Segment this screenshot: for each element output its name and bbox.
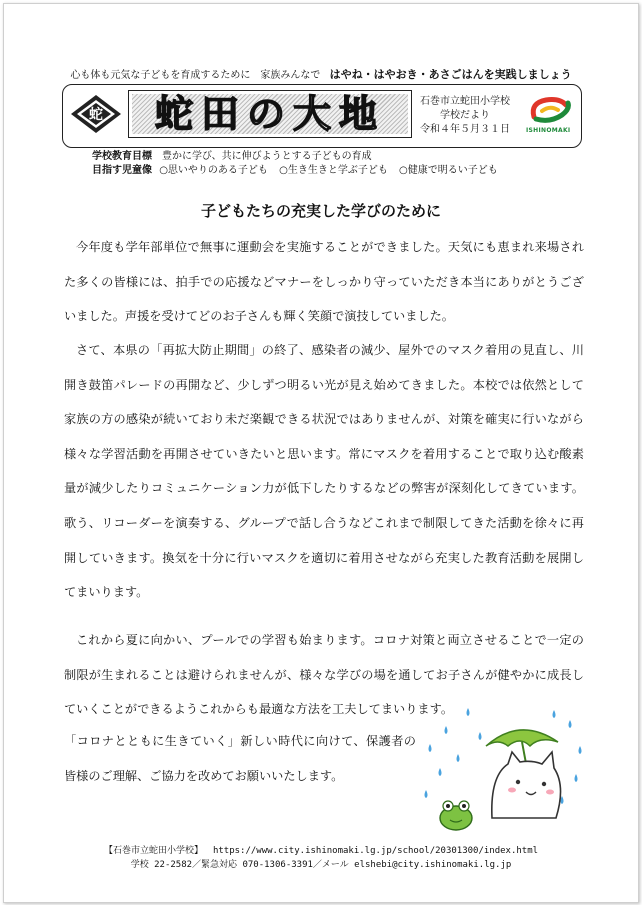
aim-item: ○健康で明るい子ども — [399, 165, 498, 176]
footer-url[interactable]: https://www.city.ishinomaki.lg.jp/school/20301300/index.html — [212, 846, 539, 856]
school-goal — [92, 147, 372, 162]
school-name: 石巻市立蛇田小学校 — [420, 96, 510, 107]
cat-frog-rain-illustration-icon — [420, 706, 588, 836]
emblem-character: 蛇 — [89, 107, 103, 123]
school-emblem-icon — [70, 94, 122, 134]
article-paragraph: 今年度も学年部単位で無事に運動会を実施することができました。天気にも恵まれ来場された多くの皆様には、拍手での応援などマナーをしっかり守っていただき本当にありがとうございました。声援を受けてどのお子さんも輝く笑顔で演技していました。 — [64, 240, 584, 324]
article-paragraph: これから夏に向かい、プールでの学習も始まります。コロナ対策と両立させることで一定の制限が生まれることは避けられませんが、様々な学びの場を通してお子さんが健やかに成長していくことができるようこれからも最適な方法を工夫してまいります。 — [64, 633, 584, 717]
ideal-student — [92, 161, 506, 176]
newsletter-name: 学校だより — [440, 110, 490, 121]
aim-item: ○生き生きと学ぶ子ども — [279, 165, 388, 176]
aim-item: ○思いやりのある子ども — [159, 165, 268, 176]
footer-line-1 — [0, 843, 642, 856]
footer-contacts: 学校 22-2582／緊急対応 070-1306-3391／メール elshebi@city.ishinomaki.lg.jp — [130, 860, 512, 870]
goal-label: 学校教育目標 — [92, 151, 152, 162]
school-info — [420, 95, 510, 137]
goal-text: 豊かに学び、共に伸びようとする子どもの育成 — [162, 151, 372, 162]
ishinomaki-logo-icon — [528, 95, 574, 125]
header-slogan — [0, 66, 642, 82]
article-title: 子どもたちの充実した学びのために — [200, 202, 441, 220]
article-paragraph: 「コロナとともに生きていく」新しい時代に向けて、保護者の皆様のご理解、ご協力を改めてお願いいたします。 — [64, 734, 416, 783]
title-frame — [128, 90, 412, 138]
issue-date: 令和４年５月３１日 — [420, 124, 510, 135]
footer-school-tag: 【石巻市立蛇田小学校】 — [103, 846, 203, 856]
newsletter-title: 蛇田の大地 — [154, 92, 385, 136]
slogan-prefix: 心も体も元気な子どもを育成するために 家族みんなで — [70, 70, 321, 81]
aims-label: 目指す児童像 — [92, 165, 152, 176]
slogan-bold: はやね・はやおき・あさごはんを実践しましょう — [329, 68, 572, 81]
article-paragraph: さて、本県の「再拡大防止期間」の終了、感染者の減少、屋外でのマスク着用の見直し、川開き鼓笛パレードの再開など、少しずつ明るい光が見え始めてきました。本校では依然として家族の方の感染が続いており未だ楽観できる状況ではありませんが、対策を確実に行いながら様々な学習活動を再開させていきたいと思います。常にマスクを着用することで取り込む酸素量が減少したりコミュニケーション力が低下したりするなどの弊害が深刻化してきています。歌う、リコーダーを演奏する、グループで話し合うなどこれまで制限してきた活動を徐々に再開していきます。換気を十分に行いマスクを適切に着用させながら充実した教育活動を展開してまいります。 — [64, 343, 584, 600]
logo-caption: ISHINOMAKI — [526, 127, 571, 134]
